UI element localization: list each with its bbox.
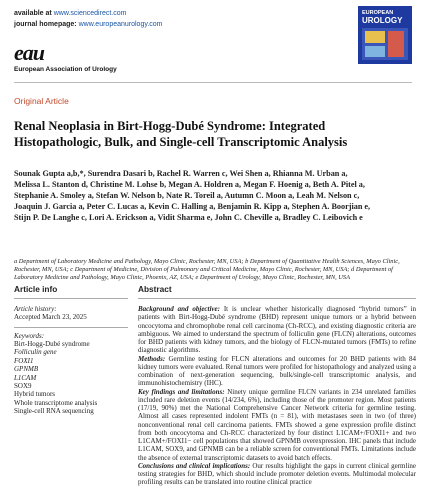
keyword-item[interactable]: FOXI1 xyxy=(14,356,34,365)
abstract-background-label: Background and objective: xyxy=(138,305,220,313)
article-title: Renal Neoplasia in Birt-Hogg-Dubé Syndrome: Integrated Histopathologic, Bulk, and Single-cell Transcriptomic Analysis xyxy=(14,119,348,149)
abstract-background-text: It is unclear whether historically diagnosed “hybrid tumors” in patients with Birt-Hogg-Dubé syndrome (BHD) represent unique tumors or a hybrid between oncocytoma and chromophobe renal cell carcinoma (Ch-RCC), and existing diagnostic criteria are ambiguous. We aimed to understand the spectrum of folliculin gene (FLCN) alterations, outcomes for BHD patients with kidney tumors, and the biology of FLCN-mutated tumors (FMTs) to refine diagnostic algorithms. xyxy=(138,305,417,355)
article-info-column xyxy=(14,284,128,416)
keyword-item[interactable]: Single-cell RNA sequencing xyxy=(14,407,94,416)
eau-logo xyxy=(14,40,117,73)
abstract-methods-label: Methods: xyxy=(138,354,166,363)
cover-title-line2: UROLOGY xyxy=(362,16,403,25)
abstract-conclusions-text: Our results highlight the gaps in current clinical germline testing strategies for BHD, which should include promoter deletion events. Multimodal molecular profiling results can be translated into routine clinical practice xyxy=(138,461,416,487)
abstract-heading: Abstract xyxy=(138,284,416,299)
keyword-item[interactable]: Folliculin gene xyxy=(14,348,57,357)
keywords-list xyxy=(14,340,128,416)
keywords-divider xyxy=(14,327,128,328)
author-line[interactable]: Joaquin J. Garcia a, Peter C. Lucas a, Kevin C. Halling a, Benjamin R. Kipp a, Stephen A. Boorjian e, xyxy=(14,202,371,212)
article-info-heading: Article info xyxy=(14,284,128,299)
abstract-column xyxy=(138,284,416,487)
author-affiliations: a Department of Laboratory Medicine and Pathology, Mayo Clinic, Rochester, MN, USA; b Department of Quantitative Health Sciences, Mayo Clinic, Rochester, MN, USA; c Department of Medicine, Division of Pulmonary and Critical Medicine, Mayo Clinic, Rochester, MN, USA; d Department of Laboratory Medicine and Pathology, Mayo Clinic, Phoenix, AZ, USA; e Department of Urology, Mayo Clinic, Rochester, MN, USA xyxy=(14,258,400,282)
article-type-label: Original Article xyxy=(14,96,69,106)
keyword-item[interactable]: Birt-Hogg-Dubé syndrome xyxy=(14,340,90,348)
keyword-item[interactable]: Hybrid tumors xyxy=(14,390,56,399)
journal-homepage-line xyxy=(14,21,163,28)
cover-artwork xyxy=(362,28,408,60)
sciencedirect-link[interactable]: www.sciencedirect.com xyxy=(53,10,127,17)
keyword-item[interactable]: GPNMB xyxy=(14,365,39,374)
article-history-value: Accepted March 23, 2025 xyxy=(14,313,87,321)
author-line[interactable]: Stijn P. De Langhe c, Lori A. Erickson a, Vidit Sharma e, John C. Cheville a, Bradley C. Leibovich e xyxy=(14,213,363,223)
author-line[interactable]: Stephanie A. Smoley a, Stefan W. Nelson b, Nate R. Toreil a, Autumn C. Moon a, Leah M. Nelson c, xyxy=(14,191,360,201)
article-history-label: Article history: xyxy=(14,305,57,313)
author-line[interactable]: Melissa L. Stanton d, Christine M. Lohse b, Megan A. Holdren a, Megan F. Hoenig a, Beth A. Pitel a, xyxy=(14,180,365,190)
homepage-label: journal homepage: xyxy=(14,21,77,28)
abstract-findings-text: Ninety unique germline FLCN variants in 234 unrelated families included rare deletion events (14/234, 6%), including those of the promoter region. Most patients (17/19, 90%) met the National Comprehensive Cancer Network criteria for germline testing. Almost all cases represented indolent FMTs (n = 81), with metastases seen in two (of three) nonconventional renal cell carcinoma patients. FMTs showed a gene expression profile distinct from both oncocytoma and Ch-RCC characterized by four distinct L1CAM+/FOXI1+ and two L1CAM+/FOXI1− cell populations that showed GPNMB overexpression. IHC panels that include L1CAM, SOX9, and GPNMB can be a reliable screen for conventional FMTs. Limitations include the absence of external transcriptomic datasets to avoid batch effects. xyxy=(138,387,416,462)
keywords-label: Keywords: xyxy=(14,332,45,340)
abstract-conclusions-label: Conclusions and clinical implications: xyxy=(138,461,251,470)
availability-line xyxy=(14,10,126,17)
abstract-methods-text: Germline testing for FLCN alterations and outcomes for 20 BHD patients with 84 kidney tumors were evaluated. Renal tumors were profiled for histopathology and analyzed using a combination of next-generation sequencing, bulk/single-cell transcriptomic analysis, and immunohistochemistry (IHC). xyxy=(138,354,417,388)
keyword-item[interactable]: L1CAM xyxy=(14,373,37,382)
cover-title-line1: EUROPEAN xyxy=(362,10,394,16)
journal-cover-image[interactable] xyxy=(358,6,412,64)
journal-homepage-link[interactable]: www.europeanurology.com xyxy=(78,21,163,28)
keyword-item[interactable]: SOX9 xyxy=(14,382,32,391)
eau-logo-mark: eau xyxy=(14,40,44,65)
author-line[interactable]: Sounak Gupta a,b,*, Surendra Dasari b, Rachel R. Warren c, Wei Shen a, Rhianna M. Urban a, xyxy=(14,169,348,178)
eau-logo-name: European Association of Urology xyxy=(14,66,117,73)
abstract-findings-label: Key findings and limitations: xyxy=(138,387,225,396)
keyword-item[interactable]: Whole transcriptome analysis xyxy=(14,398,98,407)
abstract-body xyxy=(138,305,416,487)
author-list xyxy=(14,168,414,223)
header-divider xyxy=(14,82,412,83)
availability-label: available at xyxy=(14,10,52,17)
